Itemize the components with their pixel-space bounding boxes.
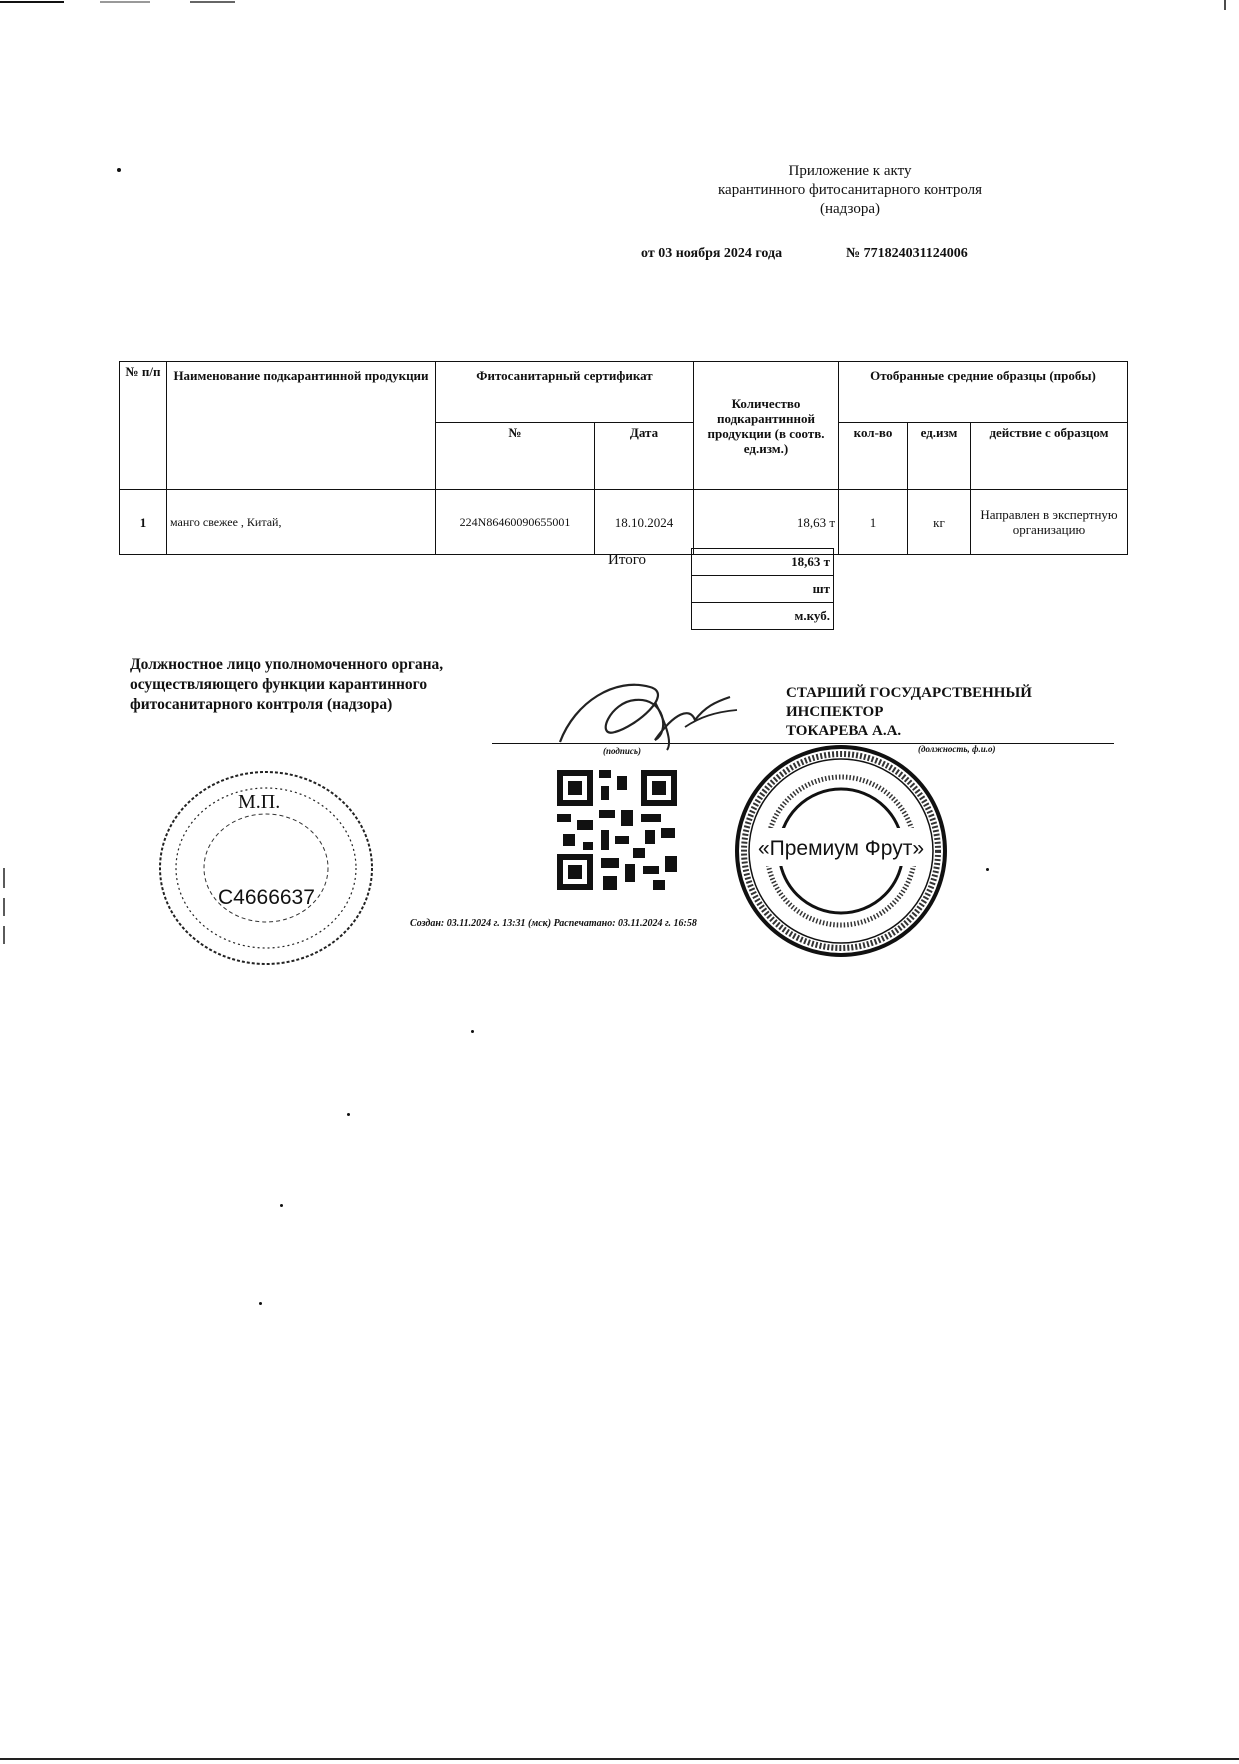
scan-speck	[347, 1113, 350, 1116]
row-product-name: манго свежее , Китай,	[167, 490, 436, 555]
official-title	[130, 655, 443, 715]
inspector-line-1: СТАРШИЙ ГОСУДАРСТВЕННЫЙ	[786, 685, 1032, 701]
act-date: от 03 ноября 2024 года	[641, 246, 783, 261]
inspector-title	[786, 684, 1032, 741]
row-sample-count: 1	[839, 490, 908, 555]
col-name-header: Наименование подкарантинной продукции	[167, 362, 436, 490]
inspector-line-3: ТОКАРЕВА А.А.	[786, 723, 902, 739]
handwritten-signature	[555, 672, 745, 762]
row-sample-action: Направлен в экспертную организацию	[971, 490, 1128, 555]
signature-caption: (подпись)	[603, 746, 641, 756]
appendix-header	[620, 162, 1080, 219]
col-samples-header: Отобранные средние образцы (пробы)	[839, 362, 1128, 423]
row-num: 1	[120, 490, 167, 555]
total-tons: 18,63 т	[692, 549, 834, 576]
scan-edge-top	[0, 0, 1239, 10]
official-line-2: осуществляющего функции карантинного	[130, 676, 428, 693]
total-label: Итого	[608, 552, 646, 568]
row-cert-date: 18.10.2024	[595, 490, 694, 555]
col-cert-date-header: Дата	[595, 423, 694, 490]
header-line-3: (надзора)	[820, 201, 880, 217]
header-line-1: Приложение к акту	[788, 163, 912, 179]
col-num-header: № п/п	[120, 362, 167, 490]
scan-speck	[117, 168, 121, 172]
stamp-company-name: «Премиум Фрут»	[757, 837, 925, 860]
col-sample-unit-header: ед.изм	[908, 423, 971, 490]
official-line-1: Должностное лицо уполномоченного органа,	[130, 656, 444, 673]
company-stamp	[732, 742, 950, 960]
scan-edge-bottom	[0, 1755, 1239, 1764]
col-cert-header: Фитосанитарный сертификат	[436, 362, 694, 423]
print-footer: Создан: 03.11.2024 г. 13:31 (мск) Распечатано: 03.11.2024 г. 16:58	[410, 918, 697, 929]
samples-table	[119, 361, 1128, 555]
qr-code	[557, 770, 677, 890]
margin-marks	[0, 868, 10, 948]
col-sample-count-header: кол-во	[839, 423, 908, 490]
table-row	[120, 490, 1128, 555]
totals-table	[691, 548, 834, 630]
col-cert-num-header: №	[436, 423, 595, 490]
act-number: № 771824031124006	[846, 246, 968, 261]
col-sample-action-header: действие с образцом	[971, 423, 1128, 490]
inspector-line-2: ИНСПЕКТОР	[786, 704, 884, 720]
row-sample-unit: кг	[908, 490, 971, 555]
round-seal-left	[154, 766, 379, 971]
total-pieces: шт	[692, 576, 834, 603]
col-quantity-header: Количество подкарантинной продукции (в соотв. ед.изм.)	[694, 362, 839, 490]
scan-speck	[259, 1302, 262, 1305]
seal-left-mp: М.П.	[238, 791, 281, 813]
scan-speck	[471, 1030, 474, 1033]
total-cubic-meters: м.куб.	[692, 603, 834, 630]
position-caption: (должность, ф.и.о)	[918, 744, 996, 754]
scan-speck	[280, 1204, 283, 1207]
scan-speck	[986, 868, 989, 871]
row-cert-number: 224N86460090655001	[436, 490, 595, 555]
official-line-3: фитосанитарного контроля (надзора)	[130, 696, 393, 713]
header-line-2: карантинного фитосанитарного контроля	[717, 182, 983, 198]
seal-left-code: С4666637	[218, 886, 315, 909]
table-header-row	[120, 362, 1128, 423]
row-quantity: 18,63 т	[694, 490, 839, 555]
